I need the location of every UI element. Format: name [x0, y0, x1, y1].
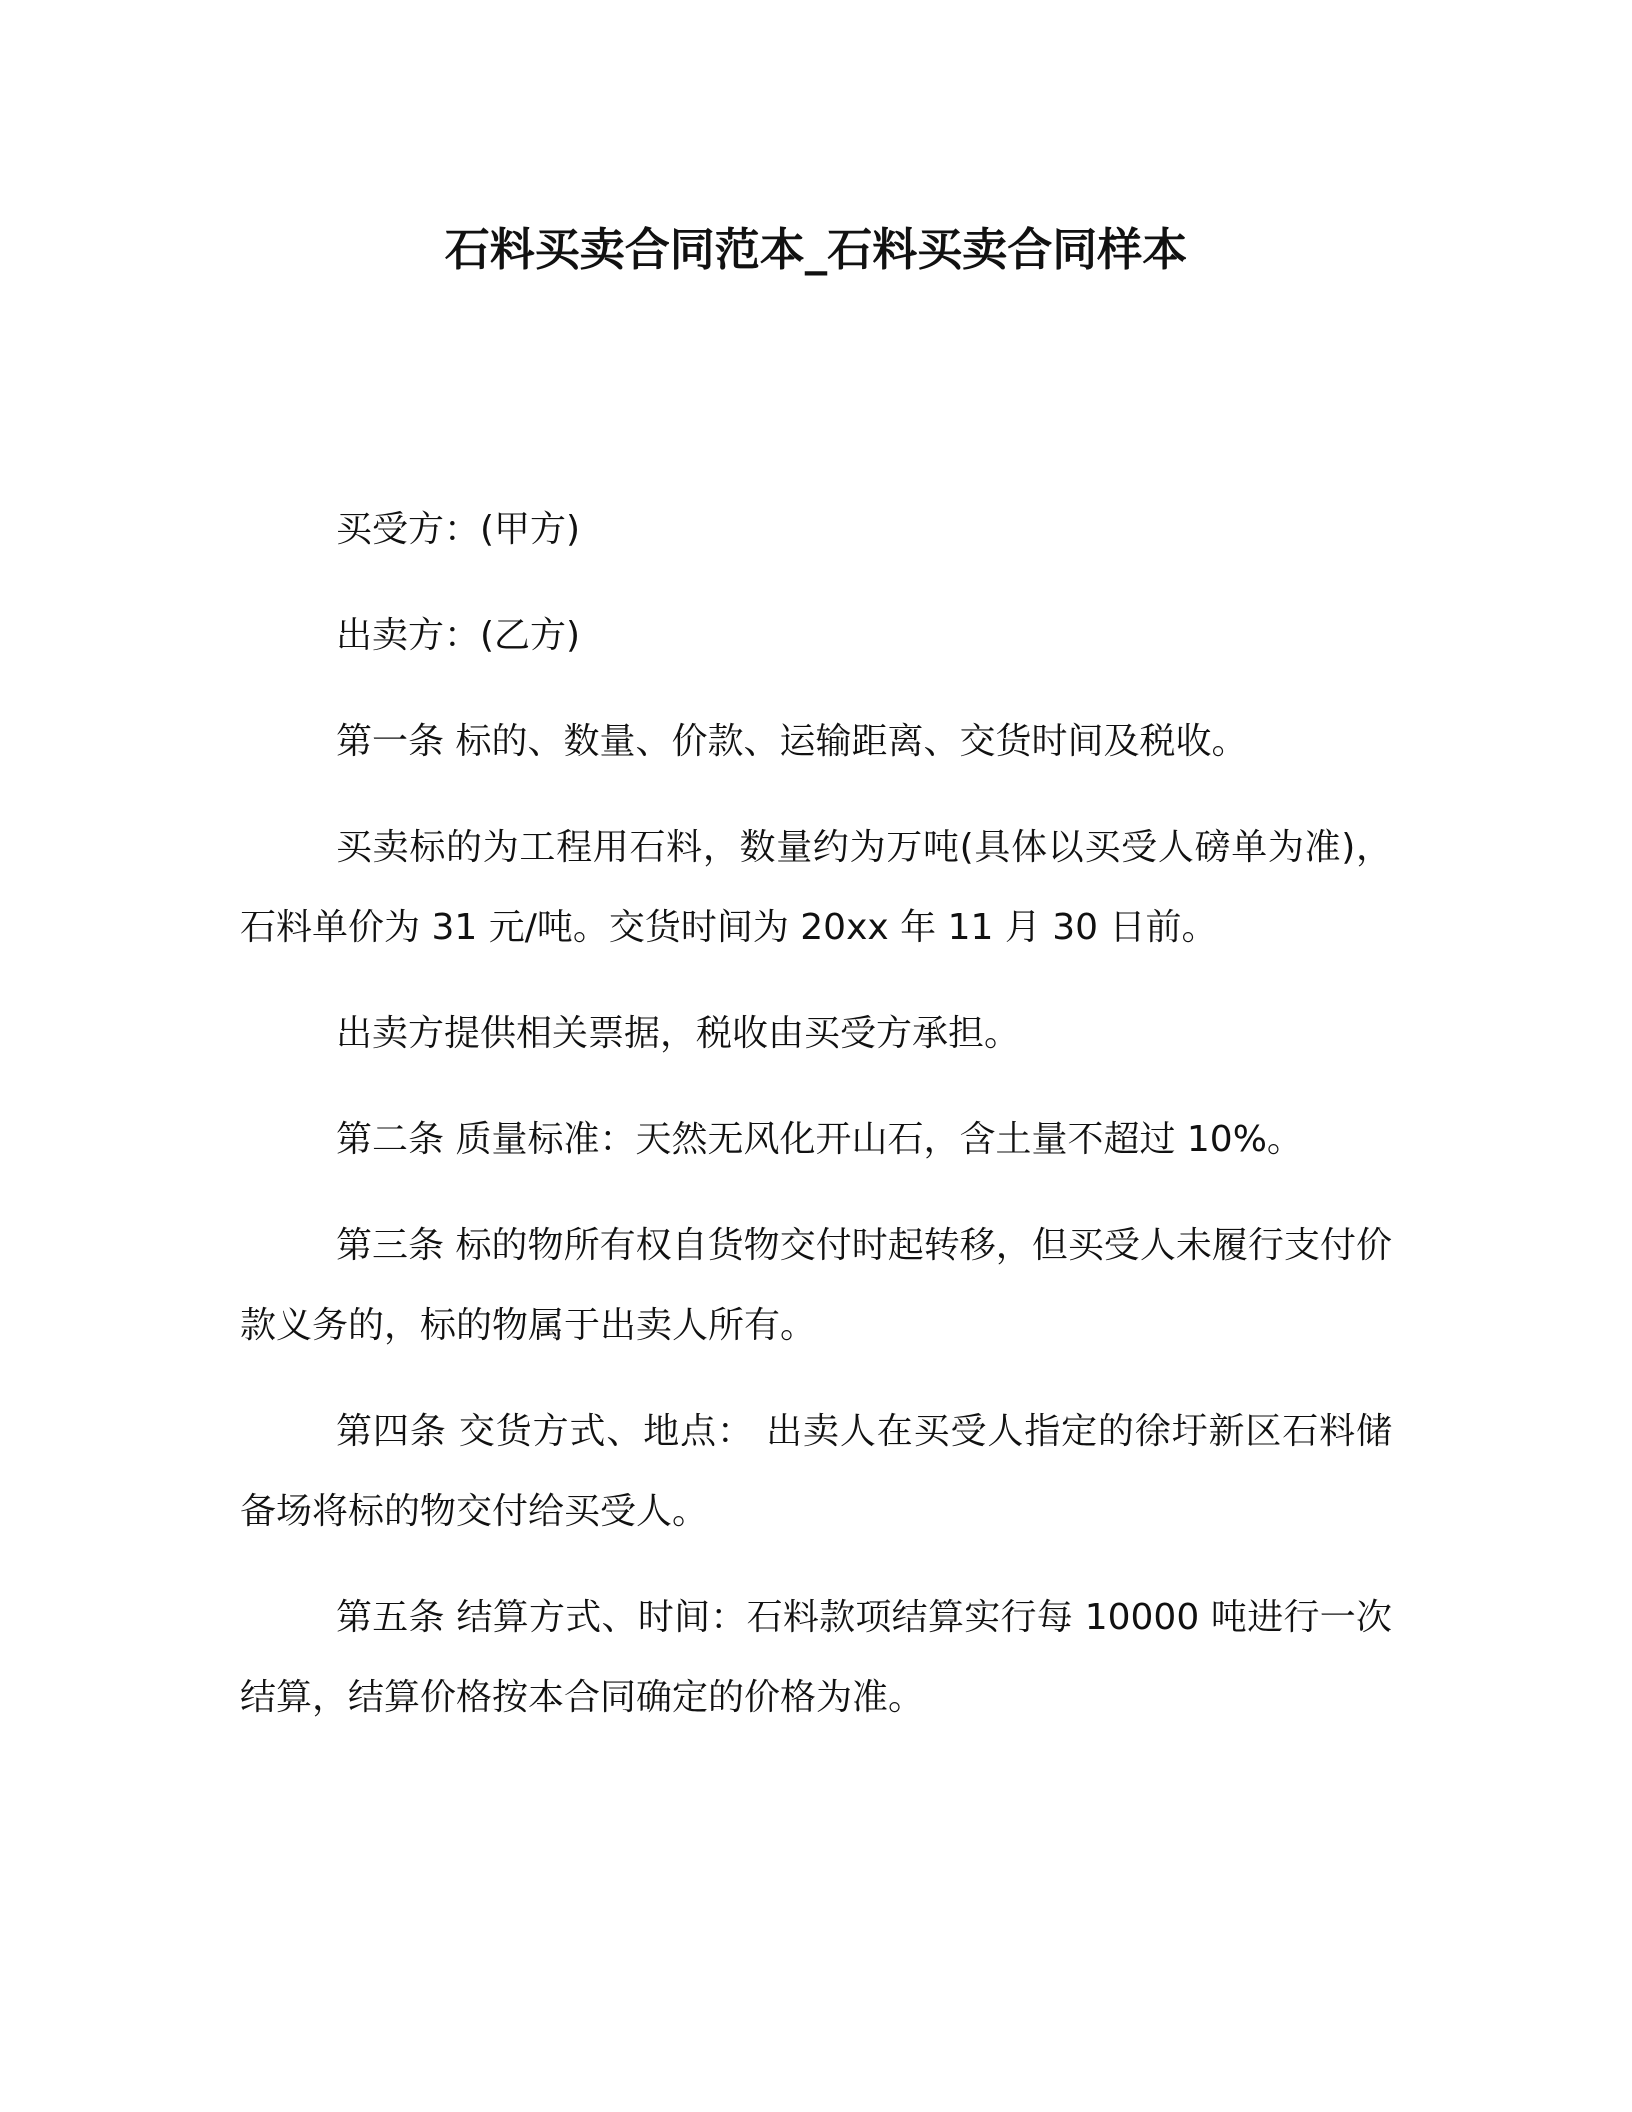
paragraph-article-1: 第一条 标的、数量、价款、运输距离、交货时间及税收。: [336, 721, 1248, 762]
paragraph-buyer: 买受方：(甲方): [336, 509, 581, 550]
paragraph-article-5: 第五条 结算方式、时间：石料款项结算实行每 10000 吨进行一次结算，结算价格按本合同确定的价格为准。: [240, 1597, 1392, 1718]
document-title: 石料买卖合同范本_石料买卖合同样本: [444, 223, 1188, 276]
document-body: [240, 490, 1392, 1764]
paragraph-article-1-tax: 出卖方提供相关票据，税收由买受方承担。: [336, 1013, 1021, 1054]
paragraph-article-1-detail: 买卖标的为工程用石料，数量约为万吨(具体以买受人磅单为准)，石料单价为 31 元/吨。交货时间为 20xx 年 11 月 30 日前。: [240, 827, 1392, 948]
paragraph-article-4: 第四条 交货方式、地点： 出卖人在买受人指定的徐圩新区石料储备场将标的物交付给买受人。: [240, 1411, 1392, 1532]
paragraph-article-3: 第三条 标的物所有权自货物交付时起转移，但买受人未履行支付价款义务的，标的物属于出卖人所有。: [240, 1225, 1392, 1346]
paragraph-seller: 出卖方：(乙方): [336, 615, 581, 656]
paragraph-article-2: 第二条 质量标准：天然无风化开山石，含土量不超过 10%。: [336, 1119, 1303, 1160]
